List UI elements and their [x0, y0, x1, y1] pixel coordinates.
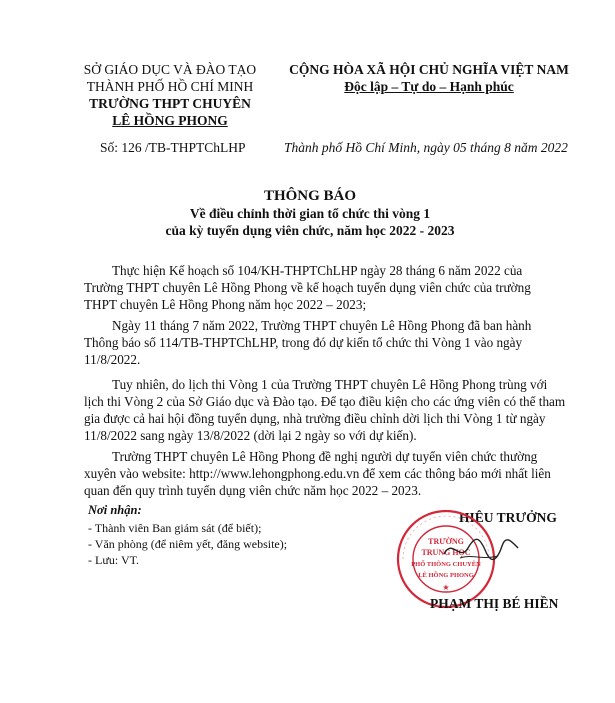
- recipients-label: Nơi nhận:: [88, 503, 142, 517]
- svg-text:PHỔ THÔNG CHUYÊN: PHỔ THÔNG CHUYÊN: [411, 561, 481, 568]
- signer-position: HIỆU TRƯỞNG: [459, 510, 557, 525]
- document-number: Số: 126 /TB-THPTChLHP: [100, 140, 246, 155]
- school-name-line1: TRƯỜNG THPT CHUYÊN: [89, 96, 251, 111]
- paragraph-3: [84, 376, 579, 444]
- title-main: THÔNG BÁO: [263, 188, 357, 204]
- title-subject-line2: của kỳ tuyển dụng viên chức, năm học 2022 - 2023: [165, 223, 455, 238]
- p1-line: THPT chuyên Lê Hồng Phong năm học 2022 – 2023;: [84, 297, 367, 312]
- p3-line: Tuy nhiên, do lịch thi Vòng 1 của Trường THPT chuyên Lê Hồng Phong trùng với: [112, 377, 548, 392]
- recipient-item: - Thành viên Ban giám sát (để biết);: [88, 521, 262, 535]
- motto: Độc lập – Tự do – Hạnh phúc: [344, 79, 514, 94]
- paragraph-4: [84, 448, 579, 499]
- p2-line: 11/8/2022.: [84, 352, 141, 367]
- p1-line: Trường THPT chuyên Lê Hồng Phong về kế hoạch tuyển dụng viên chức của trường: [84, 280, 531, 295]
- national-motto: [273, 61, 585, 95]
- p4-line: quan đến quy trình tuyển dụng viên chức năm học 2022 – 2023.: [84, 483, 422, 498]
- p4-line: xuyên vào website: http://www.lehongphong.edu.vn để xem các thông báo mới nhất liên: [84, 466, 551, 481]
- recipients-block: [88, 502, 287, 568]
- issuing-authority: [70, 61, 270, 129]
- p2-line: Ngày 11 tháng 7 năm 2022, Trường THPT chuyên Lê Hồng Phong đã ban hành: [112, 318, 532, 333]
- country-name: CỘNG HÒA XÃ HỘI CHỦ NGHĨA VIỆT NAM: [289, 62, 569, 77]
- department-name: SỞ GIÁO DỤC VÀ ĐÀO TẠO: [83, 62, 257, 77]
- p3-line: 11/8/2022 sang ngày 13/8/2022 (dời lại 2 ngày so với dự kiến).: [84, 428, 417, 443]
- recipient-item: - Văn phòng (để niêm yết, đăng website);: [88, 537, 288, 551]
- recipient-item: - Lưu: VT.: [88, 553, 140, 567]
- p2-line: Thông báo số 114/TB-THPTChLHP, trong đó dự kiến tổ chức thi Vòng 1 vào ngày: [84, 335, 523, 350]
- svg-text:LÊ HỒNG PHONG: LÊ HỒNG PHONG: [418, 572, 474, 579]
- p4-line: Trường THPT chuyên Lê Hồng Phong đề nghị người dự tuyển viên chức thường: [112, 449, 538, 464]
- title-subject-line1: Về điều chỉnh thời gian tổ chức thi vòng 1: [189, 206, 431, 221]
- notice-title: [60, 188, 560, 239]
- city-name: THÀNH PHỐ HỒ CHÍ MINH: [86, 79, 254, 94]
- p3-line: lịch thi Vòng 2 của Sở Giáo dục và Đào tạo. Để tạo điều kiện cho các ứng viên có thể tham: [84, 394, 566, 409]
- paragraph-2: [84, 317, 579, 368]
- p3-line: gia được cả hai hội đồng tuyển dụng, nhà trường điều chỉnh dời lịch thi Vòng 1 từ ngày: [84, 411, 546, 426]
- svg-text:★: ★: [442, 583, 450, 592]
- p1-line: Thực hiện Kế hoạch số 104/KH-THPTChLHP ngày 28 tháng 6 năm 2022 của: [112, 263, 523, 278]
- paragraph-1: [84, 262, 579, 313]
- handwritten-signature: [440, 528, 520, 568]
- svg-text:TRƯỜNG: TRƯỜNG: [428, 537, 464, 546]
- place-and-date: Thành phố Hồ Chí Minh, ngày 05 tháng 8 năm 2022: [284, 140, 568, 155]
- signer-name: PHẠM THỊ BÉ HIỀN: [430, 596, 559, 611]
- notice-body: [84, 262, 579, 499]
- svg-text:TRUNG HỌC: TRUNG HỌC: [421, 548, 471, 557]
- school-name-line2: LÊ HỒNG PHONG: [112, 113, 228, 128]
